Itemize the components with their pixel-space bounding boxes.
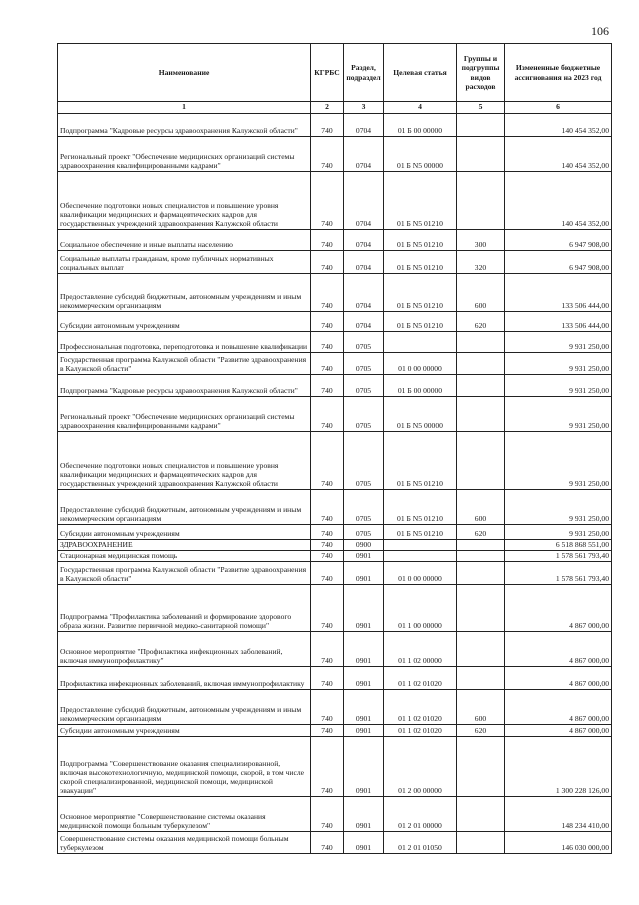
cell-target: 01 Б N5 01210: [384, 251, 457, 274]
cell-amount: 4 867 000,00: [505, 632, 612, 667]
cell-code: 740: [311, 725, 344, 737]
cell-amount: 1 578 561 793,40: [505, 551, 612, 562]
cell-razdel: 0901: [344, 725, 384, 737]
table-row: [58, 490, 612, 525]
column-number: 2: [311, 102, 344, 114]
cell-name: Подпрограмма "Кадровые ресурсы здравоохранения Калужской области": [58, 375, 311, 397]
cell-amount: 4 867 000,00: [505, 667, 612, 690]
header-group: Группы и подгруппы видов расходов: [457, 44, 505, 102]
cell-name: Социальные выплаты гражданам, кроме публичных нормативных социальных выплат: [58, 251, 311, 274]
cell-group: [457, 375, 505, 397]
cell-target: 01 Б N5 01210: [384, 172, 457, 230]
cell-razdel: 0901: [344, 797, 384, 832]
cell-razdel: 0900: [344, 540, 384, 551]
cell-amount: 148 234 410,00: [505, 797, 612, 832]
table-row: [58, 332, 612, 353]
table-row: [58, 525, 612, 540]
cell-name: Основное мероприятие "Совершенствование системы оказания медицинской помощи больным туберкулезом": [58, 797, 311, 832]
table-row: [58, 562, 612, 585]
header-target: Целевая статья: [384, 44, 457, 102]
table-row: [58, 353, 612, 375]
cell-group: [457, 737, 505, 797]
page-number: 106: [591, 24, 609, 38]
cell-amount: 140 454 352,00: [505, 172, 612, 230]
cell-target: 01 1 00 00000: [384, 585, 457, 632]
cell-group: [457, 353, 505, 375]
cell-code: 740: [311, 375, 344, 397]
table-row: [58, 375, 612, 397]
cell-target: 01 1 02 01020: [384, 725, 457, 737]
cell-razdel: 0705: [344, 490, 384, 525]
table-row: [58, 274, 612, 312]
cell-code: 740: [311, 137, 344, 172]
cell-target: 01 Б N5 00000: [384, 137, 457, 172]
cell-target: 01 1 02 00000: [384, 632, 457, 667]
cell-name: Подпрограмма "Кадровые ресурсы здравоохранения Калужской области": [58, 114, 311, 137]
cell-razdel: 0704: [344, 274, 384, 312]
cell-name: Региональный проект "Обеспечение медицинских организаций системы здравоохранения квалифицированными кадрами": [58, 397, 311, 432]
cell-amount: 1 578 561 793,40: [505, 562, 612, 585]
cell-group: [457, 632, 505, 667]
column-number: 5: [457, 102, 505, 114]
cell-amount: 4 867 000,00: [505, 690, 612, 725]
cell-code: 740: [311, 172, 344, 230]
cell-code: 740: [311, 690, 344, 725]
cell-code: 740: [311, 562, 344, 585]
cell-group: [457, 432, 505, 490]
cell-amount: 9 931 250,00: [505, 375, 612, 397]
cell-name: Подпрограмма "Совершенствование оказания специализированной, включая высокотехнологичную, медицинской помощи, скорой, в том числе скорой специализированной, медицинской помощи, медицинской эвакуации": [58, 737, 311, 797]
cell-razdel: 0901: [344, 585, 384, 632]
cell-amount: 140 454 352,00: [505, 137, 612, 172]
cell-name: Субсидии автономным учреждениям: [58, 725, 311, 737]
cell-razdel: 0704: [344, 251, 384, 274]
table-row: [58, 797, 612, 832]
header-name: Наименование: [58, 44, 311, 102]
cell-group: [457, 540, 505, 551]
cell-name: Государственная программа Калужской области "Развитие здравоохранения в Калужской области": [58, 562, 311, 585]
cell-amount: 6 947 908,00: [505, 230, 612, 251]
cell-amount: 9 931 250,00: [505, 397, 612, 432]
cell-razdel: 0704: [344, 172, 384, 230]
cell-name: Обеспечение подготовки новых специалистов и повышение уровня квалификации медицинских и фармацевтических кадров для государственных учреждений здравоохранения Калужской области: [58, 172, 311, 230]
cell-name: Профессиональная подготовка, переподготовка и повышение квалификации: [58, 332, 311, 353]
table-row: [58, 230, 612, 251]
cell-razdel: 0901: [344, 551, 384, 562]
cell-name: Совершенствование системы оказания медицинской помощи больным туберкулезом: [58, 832, 311, 854]
cell-target: 01 Б N5 01210: [384, 274, 457, 312]
cell-target: 01 Б 00 00000: [384, 114, 457, 137]
cell-code: 740: [311, 585, 344, 632]
cell-razdel: 0704: [344, 137, 384, 172]
table-row: [58, 137, 612, 172]
header-amount: Измененные бюджетные ассигнования на 2023 год: [505, 44, 612, 102]
cell-name: Субсидии автономным учреждениям: [58, 312, 311, 332]
cell-group: 320: [457, 251, 505, 274]
budget-table: [57, 43, 612, 854]
cell-razdel: 0705: [344, 353, 384, 375]
cell-razdel: 0901: [344, 667, 384, 690]
cell-name: Профилактика инфекционных заболеваний, включая иммунопрофилактику: [58, 667, 311, 690]
cell-code: 740: [311, 540, 344, 551]
cell-name: Субсидии автономным учреждениям: [58, 525, 311, 540]
cell-amount: 9 931 250,00: [505, 490, 612, 525]
cell-code: 740: [311, 525, 344, 540]
cell-amount: 9 931 250,00: [505, 525, 612, 540]
cell-amount: 140 454 352,00: [505, 114, 612, 137]
table-row: [58, 585, 612, 632]
cell-razdel: 0704: [344, 230, 384, 251]
table-row: [58, 737, 612, 797]
cell-group: [457, 172, 505, 230]
table-row: [58, 690, 612, 725]
table-row: [58, 172, 612, 230]
cell-name: Предоставление субсидий бюджетным, автономным учреждениям и иным некоммерческим организациям: [58, 490, 311, 525]
cell-target: 01 2 01 01050: [384, 832, 457, 854]
cell-razdel: 0705: [344, 525, 384, 540]
cell-group: 600: [457, 690, 505, 725]
cell-amount: 4 867 000,00: [505, 725, 612, 737]
cell-target: [384, 551, 457, 562]
cell-target: 01 Б N5 01210: [384, 230, 457, 251]
cell-target: 01 Б N5 01210: [384, 312, 457, 332]
table-row: [58, 667, 612, 690]
cell-group: [457, 832, 505, 854]
cell-code: 740: [311, 114, 344, 137]
cell-amount: 133 506 444,00: [505, 274, 612, 312]
cell-group: [457, 137, 505, 172]
cell-code: 740: [311, 397, 344, 432]
cell-amount: 146 030 000,00: [505, 832, 612, 854]
cell-group: [457, 585, 505, 632]
cell-code: 740: [311, 832, 344, 854]
cell-target: [384, 540, 457, 551]
cell-amount: 9 931 250,00: [505, 432, 612, 490]
cell-code: 740: [311, 490, 344, 525]
cell-group: [457, 114, 505, 137]
table-row: [58, 725, 612, 737]
column-number-row: [58, 102, 612, 114]
cell-razdel: 0705: [344, 375, 384, 397]
cell-code: 740: [311, 667, 344, 690]
cell-target: 01 Б N5 01210: [384, 432, 457, 490]
cell-amount: 133 506 444,00: [505, 312, 612, 332]
cell-code: 740: [311, 230, 344, 251]
cell-code: 740: [311, 332, 344, 353]
cell-razdel: 0901: [344, 690, 384, 725]
cell-code: 740: [311, 632, 344, 667]
cell-razdel: 0704: [344, 312, 384, 332]
table-row: [58, 312, 612, 332]
cell-razdel: 0705: [344, 397, 384, 432]
cell-group: 620: [457, 725, 505, 737]
cell-amount: 9 931 250,00: [505, 353, 612, 375]
column-number: 6: [505, 102, 612, 114]
cell-amount: 6 518 868 551,00: [505, 540, 612, 551]
cell-group: [457, 667, 505, 690]
cell-name: Предоставление субсидий бюджетным, автономным учреждениям и иным некоммерческим организациям: [58, 274, 311, 312]
cell-razdel: 0705: [344, 432, 384, 490]
cell-target: 01 2 00 00000: [384, 737, 457, 797]
table-row: [58, 251, 612, 274]
cell-target: 01 Б N5 00000: [384, 397, 457, 432]
column-number: 4: [384, 102, 457, 114]
header-row: [58, 44, 612, 102]
table-row: [58, 551, 612, 562]
cell-name: Социальное обеспечение и иные выплаты населению: [58, 230, 311, 251]
table-row: [58, 397, 612, 432]
cell-razdel: 0901: [344, 832, 384, 854]
cell-target: 01 1 02 01020: [384, 690, 457, 725]
table-row: [58, 632, 612, 667]
cell-razdel: 0705: [344, 332, 384, 353]
cell-name: Региональный проект "Обеспечение медицинских организаций системы здравоохранения квалифицированными кадрами": [58, 137, 311, 172]
cell-amount: 9 931 250,00: [505, 332, 612, 353]
cell-code: 740: [311, 551, 344, 562]
cell-target: 01 Б 00 00000: [384, 375, 457, 397]
cell-razdel: 0901: [344, 737, 384, 797]
cell-group: [457, 551, 505, 562]
cell-amount: 1 300 228 126,00: [505, 737, 612, 797]
cell-name: Предоставление субсидий бюджетным, автономным учреждениям и иным некоммерческим организациям: [58, 690, 311, 725]
column-number: 3: [344, 102, 384, 114]
cell-group: [457, 797, 505, 832]
table-row: [58, 540, 612, 551]
cell-name: Подпрограмма "Профилактика заболеваний и формирование здорового образа жизни. Развитие первичной медико-санитарной помощи": [58, 585, 311, 632]
cell-code: 740: [311, 432, 344, 490]
cell-name: Обеспечение подготовки новых специалистов и повышение уровня квалификации медицинских и фармацевтических кадров для государственных учреждений здравоохранения Калужской области: [58, 432, 311, 490]
header-razdel: Раздел, подраздел: [344, 44, 384, 102]
cell-group: 600: [457, 274, 505, 312]
cell-group: 300: [457, 230, 505, 251]
column-number: 1: [58, 102, 311, 114]
cell-code: 740: [311, 251, 344, 274]
cell-group: [457, 562, 505, 585]
cell-razdel: 0901: [344, 562, 384, 585]
cell-razdel: 0901: [344, 632, 384, 667]
table-row: [58, 832, 612, 854]
cell-target: 01 0 00 00000: [384, 353, 457, 375]
cell-amount: 4 867 000,00: [505, 585, 612, 632]
table-row: [58, 432, 612, 490]
cell-group: 600: [457, 490, 505, 525]
cell-code: 740: [311, 353, 344, 375]
cell-group: [457, 397, 505, 432]
header-grbs: КГРБС: [311, 44, 344, 102]
cell-name: ЗДРАВООХРАНЕНИЕ: [58, 540, 311, 551]
cell-razdel: 0704: [344, 114, 384, 137]
cell-name: Основное мероприятие "Профилактика инфекционных заболеваний, включая иммунопрофилактику": [58, 632, 311, 667]
cell-name: Стационарная медицинская помощь: [58, 551, 311, 562]
cell-target: 01 2 01 00000: [384, 797, 457, 832]
cell-group: 620: [457, 525, 505, 540]
cell-target: 01 Б N5 01210: [384, 490, 457, 525]
table-row: [58, 114, 612, 137]
cell-code: 740: [311, 274, 344, 312]
cell-group: [457, 332, 505, 353]
cell-name: Государственная программа Калужской области "Развитие здравоохранения в Калужской области": [58, 353, 311, 375]
cell-group: 620: [457, 312, 505, 332]
cell-target: 01 0 00 00000: [384, 562, 457, 585]
cell-amount: 6 947 908,00: [505, 251, 612, 274]
cell-target: 01 1 02 01020: [384, 667, 457, 690]
cell-code: 740: [311, 312, 344, 332]
cell-code: 740: [311, 797, 344, 832]
cell-target: [384, 332, 457, 353]
cell-target: 01 Б N5 01210: [384, 525, 457, 540]
cell-code: 740: [311, 737, 344, 797]
